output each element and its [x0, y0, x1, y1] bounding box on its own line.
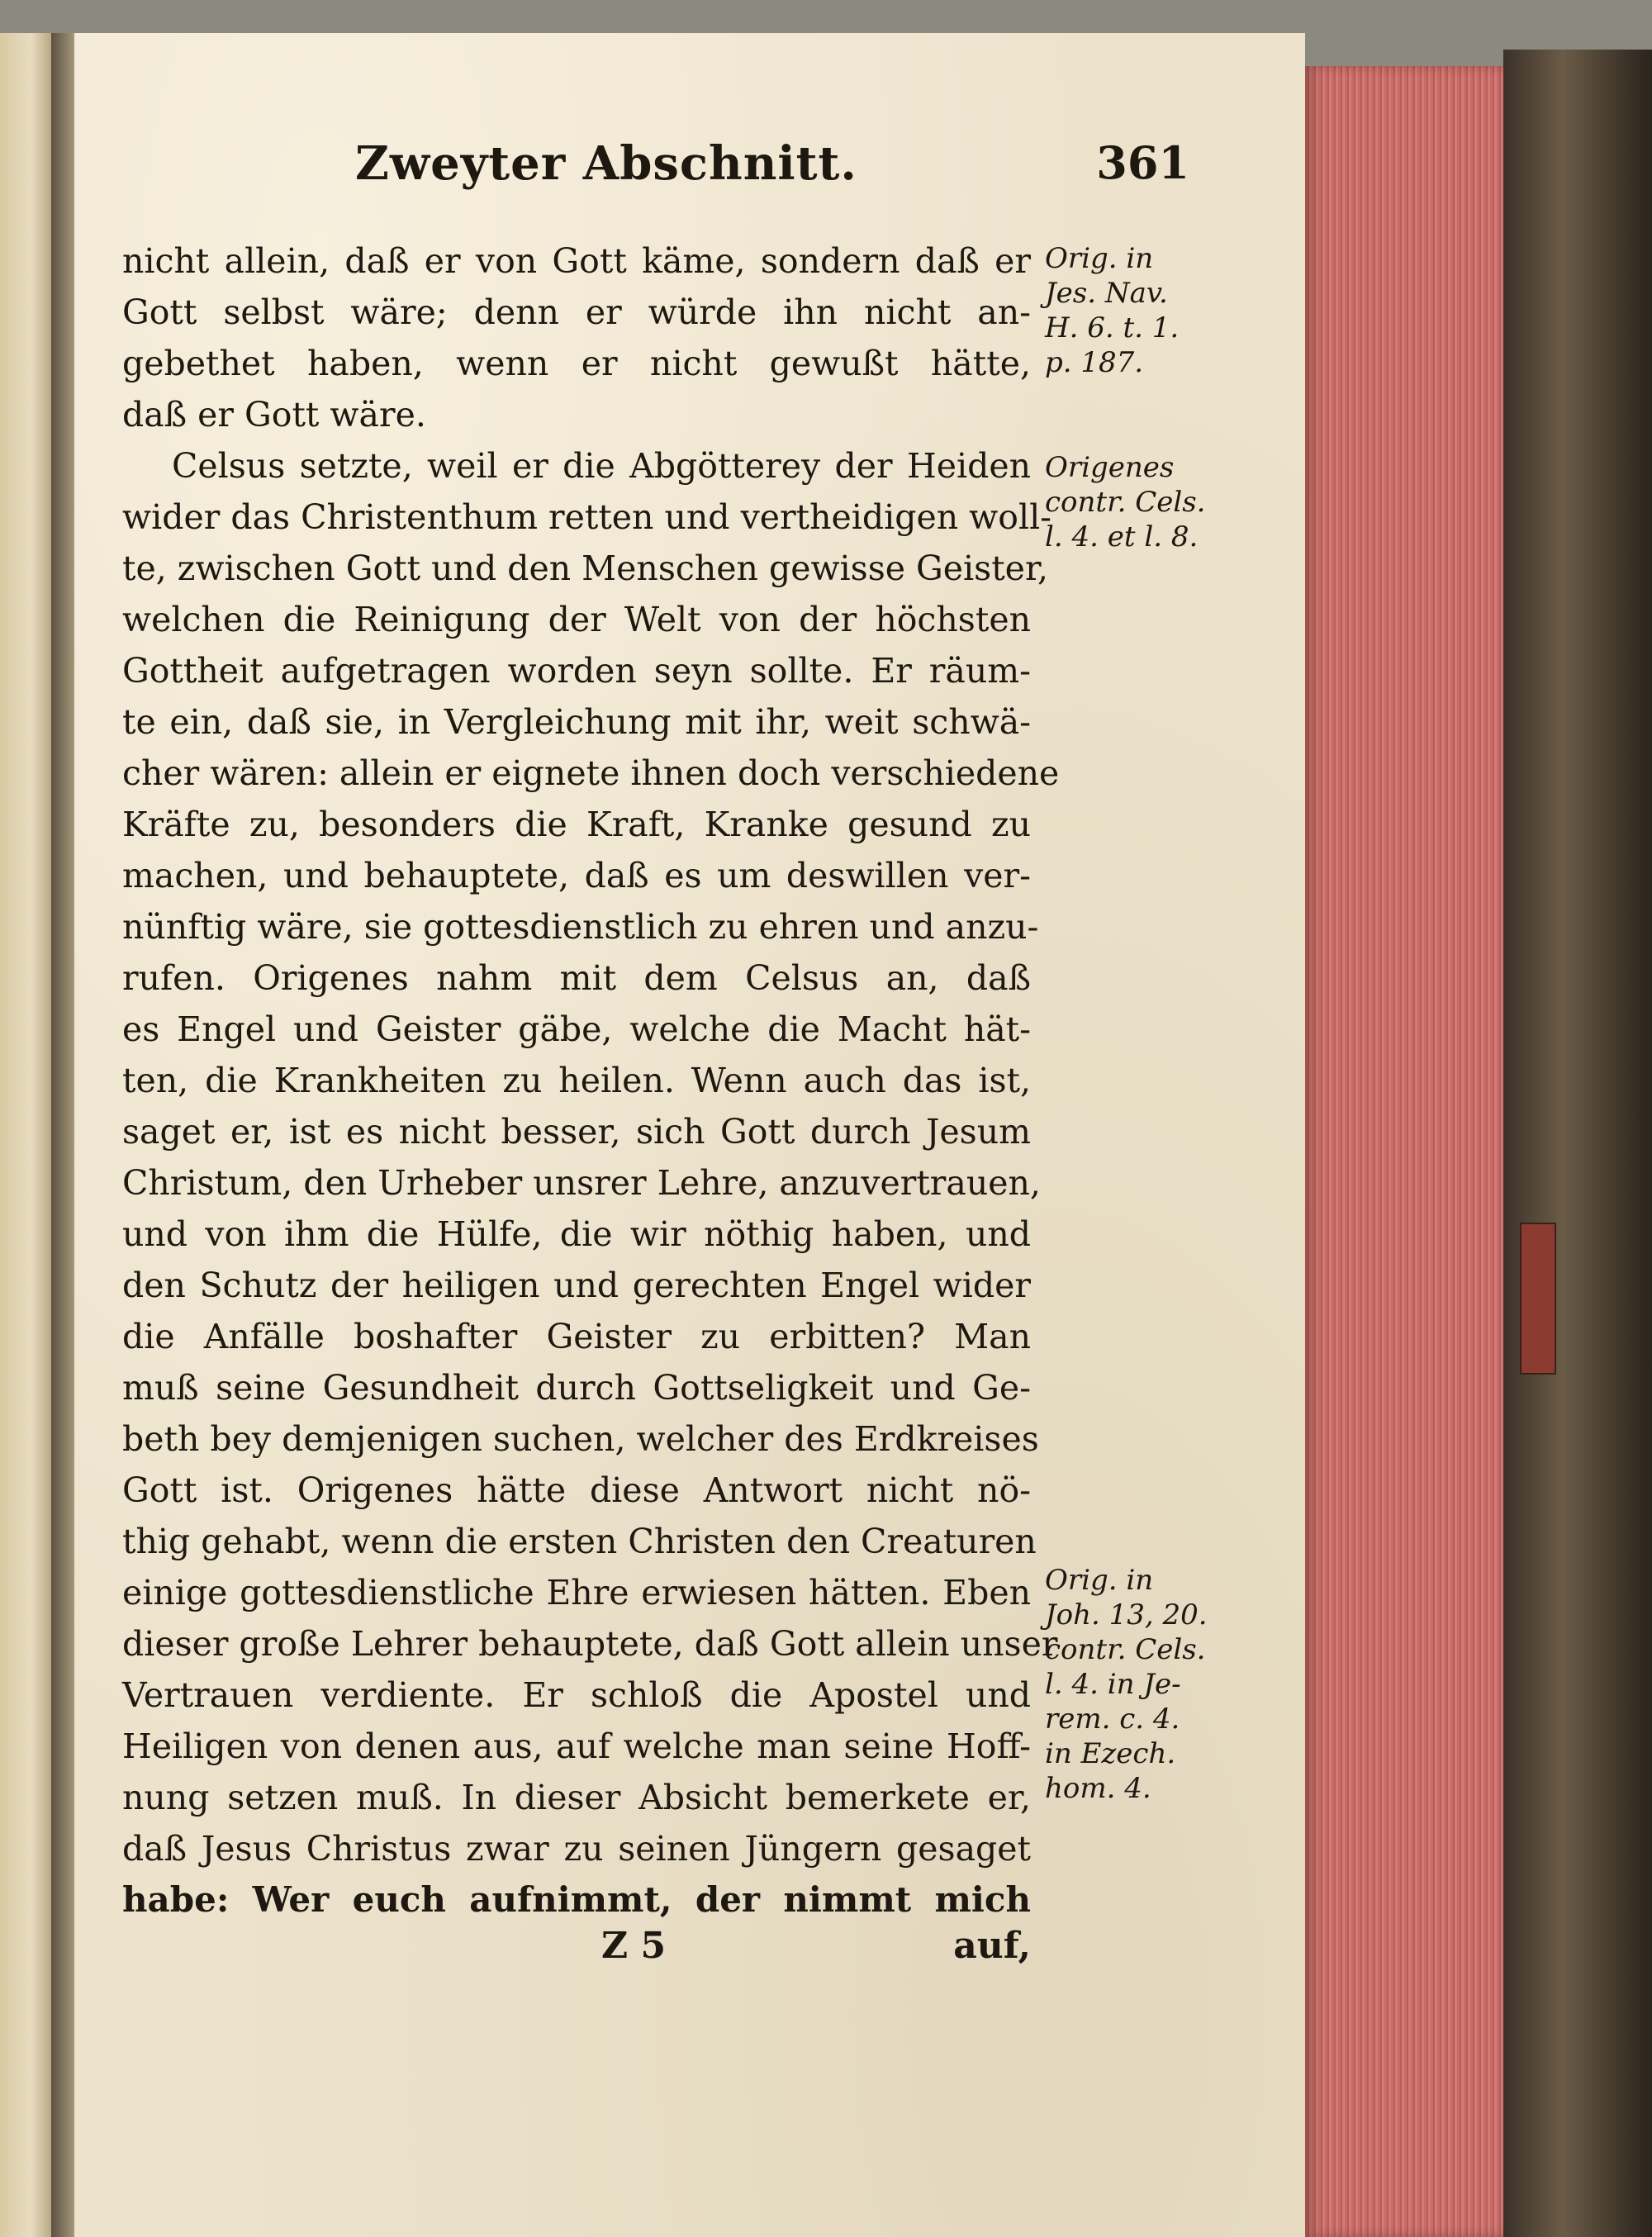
text-line: daß Jesus Christus zwar zu seinen Jüngern gesaget: [122, 1829, 1031, 1869]
body-text: [122, 235, 1060, 1926]
bookmark-ribbon: [1520, 1223, 1556, 1375]
text-line: wider das Christenthum retten und vertheidigen woll-: [122, 497, 1052, 537]
text-line: saget er, ist es nicht besser, sich Gott durch Jesum: [122, 1112, 1031, 1152]
text-line: dieser große Lehrer behauptete, daß Gott allein unser: [122, 1624, 1058, 1664]
margin-note-line: hom. 4.: [1045, 1772, 1151, 1805]
text-line: rufen. Origenes nahm mit dem Celsus an, daß: [122, 958, 1031, 998]
text-line: einige gottesdienstliche Ehre erwiesen hätten. Eben: [122, 1573, 1031, 1612]
text-line: thig gehabt, wenn die ersten Christen den Creaturen: [122, 1522, 1037, 1561]
catchword: auf,: [953, 1925, 1031, 1967]
text-line: beth bey demjenigen suchen, welcher des Erdkreises: [122, 1419, 1039, 1459]
text-line: ten, die Krankheiten zu heilen. Wenn auch das ist,: [122, 1061, 1031, 1100]
text-line: te ein, daß sie, in Vergleichung mit ihr, weit schwä-: [122, 702, 1031, 742]
text-line: machen, und behauptete, daß es um deswillen ver-: [122, 856, 1031, 895]
margin-note-line: Orig. in: [1045, 1564, 1154, 1597]
text-line: Kräfte zu, besonders die Kraft, Kranke gesund zu: [122, 805, 1031, 844]
text-line: Gott ist. Origenes hätte diese Antwort nicht nö-: [122, 1470, 1031, 1510]
margin-note-line: Orig. in: [1045, 242, 1154, 275]
margin-note-line: l. 4. in Je-: [1045, 1668, 1181, 1701]
margin-note-line: contr. Cels.: [1045, 1633, 1206, 1666]
facing-page-edge: [0, 33, 54, 2237]
page-number: 361: [1096, 136, 1189, 189]
page-footer: [122, 1925, 1031, 1983]
margin-note-1: [1045, 241, 1222, 380]
margin-note-line: Origenes: [1045, 451, 1175, 484]
text-line: habe: Wer euch aufnimmt, der nimmt mich: [122, 1879, 1031, 1920]
margin-note-line: in Ezech.: [1045, 1737, 1176, 1770]
leather-binding: [1503, 50, 1652, 2237]
text-line: cher wären: allein er eignete ihnen doch verschiedene: [122, 753, 1060, 793]
book-gutter: [51, 33, 74, 2237]
text-line: daß er Gott wäre.: [122, 395, 426, 435]
text-line: Gott selbst wäre; denn er würde ihn nicht an-: [122, 292, 1031, 332]
text-line: muß seine Gesundheit durch Gottseligkeit und Ge-: [122, 1368, 1031, 1408]
text-line: die Anfälle boshafter Geister zu erbitten? Man: [122, 1317, 1031, 1356]
text-line: Heiligen von denen aus, auf welche man seine Hoff-: [122, 1726, 1031, 1766]
text-line: te, zwischen Gott und den Menschen gewisse Geister,: [122, 549, 1049, 588]
section-title: Zweyter Abschnitt.: [355, 136, 857, 191]
margin-note-line: p. 187.: [1045, 346, 1144, 379]
margin-note-line: Joh. 13, 20.: [1045, 1598, 1208, 1631]
text-line: nung setzen muß. In dieser Absicht bemerkete er,: [122, 1778, 1031, 1817]
signature-mark: Z 5: [601, 1925, 667, 1967]
text-line: Christum, den Urheber unsrer Lehre, anzuvertrauen,: [122, 1163, 1041, 1203]
margin-note-3: [1045, 1563, 1222, 1806]
text-line: Gottheit aufgetragen worden seyn sollte. Er räum-: [122, 651, 1031, 691]
margin-note-line: Jes. Nav.: [1045, 277, 1168, 310]
text-line: gebethet haben, wenn er nicht gewußt hätte,: [122, 344, 1031, 383]
text-line: nicht allein, daß er von Gott käme, sondern daß er: [122, 241, 1031, 281]
text-line: Celsus setzte, weil er die Abgötterey der Heiden: [172, 446, 1031, 486]
text-line: Vertrauen verdiente. Er schloß die Apostel und: [122, 1675, 1031, 1715]
margin-note-line: contr. Cels.: [1045, 486, 1206, 519]
text-line: nünftig wäre, sie gottesdienstlich zu ehren und anzu-: [122, 907, 1039, 947]
margin-note-line: H. 6. t. 1.: [1045, 311, 1180, 344]
margin-note-line: l. 4. et l. 8.: [1045, 520, 1199, 553]
text-line: den Schutz der heiligen und gerechten Engel wider: [122, 1266, 1031, 1305]
text-line: und von ihm die Hülfe, die wir nöthig haben, und: [122, 1214, 1031, 1254]
margin-note-2: [1045, 450, 1222, 554]
page-edges-red: [1305, 66, 1503, 2237]
running-header: [355, 136, 1189, 202]
text-line: welchen die Reinigung der Welt von der höchsten: [122, 600, 1031, 639]
text-line: es Engel und Geister gäbe, welche die Macht hät-: [122, 1009, 1031, 1049]
margin-note-line: rem. c. 4.: [1045, 1703, 1180, 1736]
